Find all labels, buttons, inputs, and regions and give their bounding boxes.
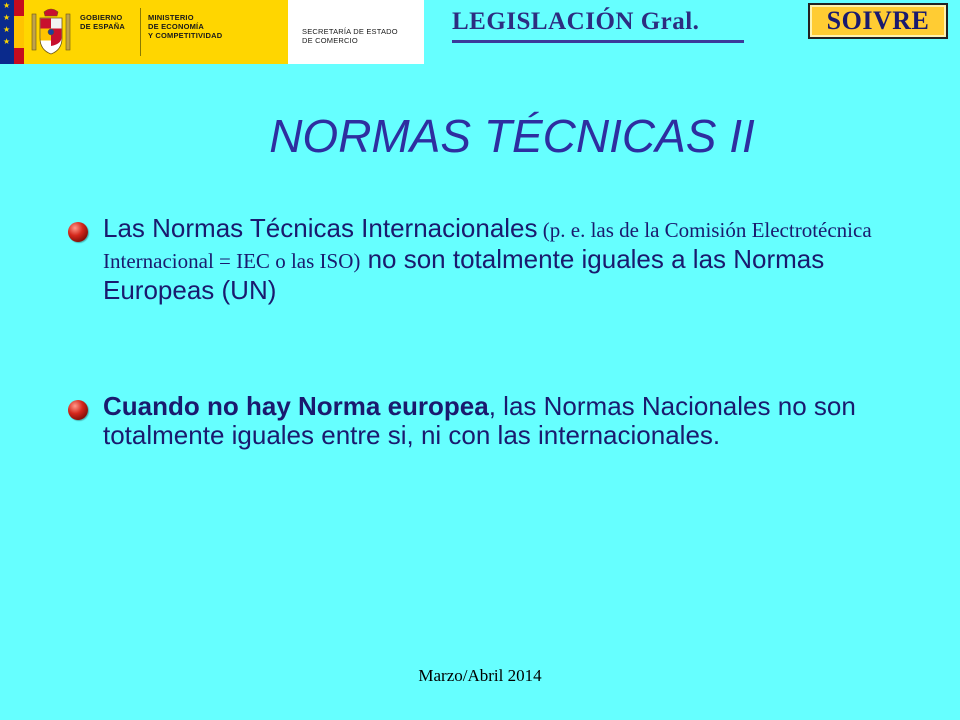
header-underline bbox=[452, 40, 744, 43]
header-title: LEGISLACIÓN Gral. bbox=[452, 8, 700, 35]
eu-star-icon: ★ bbox=[3, 37, 11, 46]
bullet-text bbox=[103, 392, 928, 450]
bullet-text bbox=[103, 214, 928, 305]
coat-of-arms-icon bbox=[30, 6, 72, 58]
eu-star-icon: ★ bbox=[3, 13, 11, 22]
bullet-text-part: , las Normas Nacionales no son totalmente iguales entre si, ni con las internacionales. bbox=[103, 391, 856, 450]
secretariat-name: SECRETARÍA DE ESTADO DE COMERCIO bbox=[302, 27, 398, 45]
bullet-item bbox=[68, 392, 928, 450]
page-title: NORMAS TÉCNICAS II bbox=[269, 110, 755, 162]
eu-flag-icon bbox=[0, 0, 14, 64]
bullet-text-part: no son totalmente iguales a las Normas Europeas (UN) bbox=[103, 244, 825, 305]
ministry-name: MINISTERIO DE ECONOMÍA Y COMPETITIVIDAD bbox=[148, 13, 223, 40]
bullet-text-part: Las Normas Técnicas Internacionales bbox=[103, 213, 538, 243]
bullet-text-emphasis: Cuando no hay Norma europea bbox=[103, 391, 489, 421]
spain-flag-icon bbox=[14, 0, 24, 64]
soivre-button[interactable]: SOIVRE bbox=[808, 3, 948, 39]
bullet-sphere-icon bbox=[68, 400, 88, 420]
government-logo-strip bbox=[0, 0, 424, 64]
bullet-text-aside: (p. e. las de la Comisión Electrotécnica Internacional = IEC o las ISO) bbox=[103, 218, 872, 273]
eu-star-icon: ★ bbox=[3, 25, 11, 34]
government-name: GOBIERNO DE ESPAÑA bbox=[80, 13, 126, 31]
logo-divider bbox=[140, 8, 141, 56]
secretariat-panel bbox=[288, 0, 424, 64]
bullet-sphere-icon bbox=[68, 222, 88, 242]
eu-star-icon: ★ bbox=[3, 1, 11, 10]
footer-date: Marzo/Abril 2014 bbox=[418, 666, 542, 685]
bullet-item bbox=[68, 214, 928, 305]
